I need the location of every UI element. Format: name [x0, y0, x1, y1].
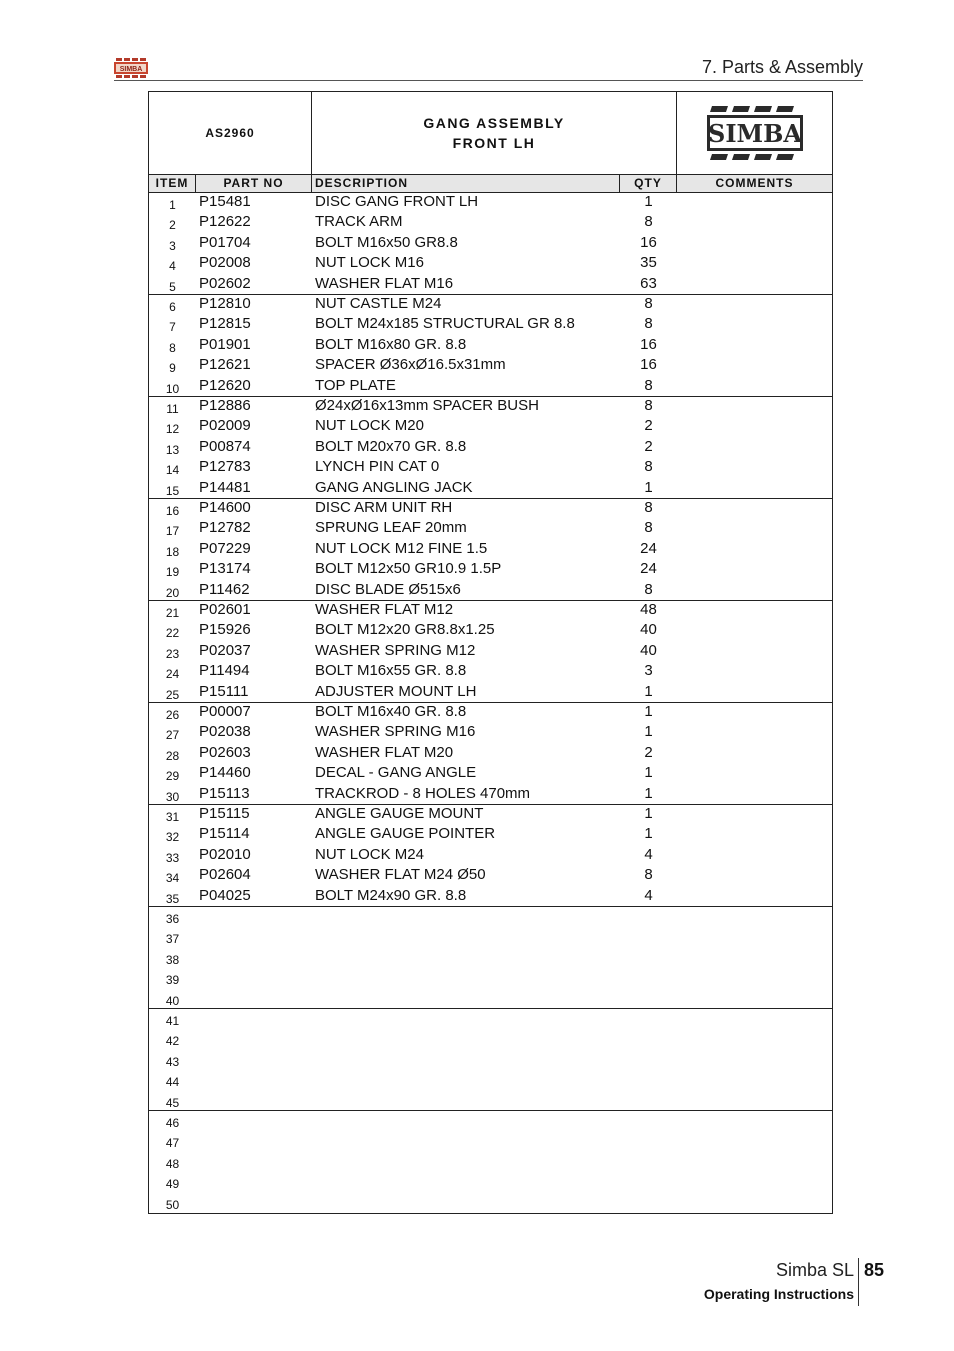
part-number: P12621 — [199, 356, 251, 374]
part-qty: 1 — [644, 723, 653, 741]
table-row — [149, 213, 832, 233]
part-description: DISC GANG FRONT LH — [315, 193, 479, 210]
row-group — [149, 1009, 832, 1111]
part-number: P01704 — [199, 233, 251, 251]
part-qty: 16 — [640, 335, 657, 353]
item-number: 19 — [165, 565, 180, 580]
table-row — [149, 581, 832, 601]
item-number: 21 — [165, 606, 180, 620]
part-description: DISC BLADE Ø515x6 — [315, 580, 461, 598]
table-row — [149, 825, 832, 845]
part-qty: 1 — [644, 825, 653, 843]
part-qty: 8 — [644, 499, 653, 516]
assembly-title — [312, 92, 677, 174]
page-footer — [690, 1258, 890, 1306]
item-number: 35 — [165, 891, 180, 906]
item-number: 1 — [169, 198, 176, 212]
part-qty: 8 — [644, 397, 653, 414]
item-number: 43 — [165, 1054, 180, 1069]
part-number: P14600 — [199, 499, 251, 516]
part-description: WASHER SPRING M12 — [315, 641, 476, 659]
item-number: 23 — [165, 646, 180, 661]
col-description: DESCRIPTION — [312, 175, 620, 192]
item-number: 9 — [169, 361, 176, 376]
part-number: P11494 — [199, 662, 250, 680]
part-description: BOLT M24x90 GR. 8.8 — [315, 886, 467, 904]
part-number: P02037 — [199, 641, 251, 659]
item-number: 20 — [165, 585, 180, 600]
part-qty: 8 — [644, 458, 653, 476]
part-qty: 1 — [644, 784, 653, 802]
part-qty: 2 — [644, 437, 653, 455]
part-qty: 8 — [644, 580, 653, 598]
item-number: 18 — [165, 544, 180, 559]
row-group — [149, 295, 832, 397]
item-number: 45 — [165, 1095, 180, 1110]
part-number: P12886 — [199, 397, 251, 414]
part-number: P14460 — [199, 764, 251, 782]
item-number: 46 — [165, 1116, 180, 1130]
part-number: P12620 — [199, 376, 251, 394]
header-logo — [114, 58, 148, 78]
title-block — [149, 92, 832, 174]
page-number: 85 — [864, 1260, 885, 1280]
item-number: 26 — [165, 708, 180, 722]
part-number: P13174 — [199, 560, 251, 578]
table-row — [149, 846, 832, 866]
part-description: BOLT M24x185 STRUCTURAL GR 8.8 — [315, 315, 575, 333]
part-qty: 16 — [640, 356, 657, 374]
col-comments: COMMENTS — [715, 176, 794, 190]
part-description: WASHER FLAT M24 Ø50 — [315, 866, 486, 884]
table-row — [149, 968, 832, 988]
footer-subtitle: Operating Instructions — [703, 1286, 854, 1302]
table-row — [149, 785, 832, 805]
item-number: 41 — [165, 1014, 180, 1028]
item-number: 10 — [165, 381, 180, 396]
item-number: 11 — [166, 402, 179, 416]
item-number: 49 — [165, 1177, 180, 1192]
part-number: P01901 — [199, 335, 251, 353]
footer-brand: Simba SL — [775, 1260, 854, 1280]
table-row — [149, 887, 832, 907]
item-number: 22 — [165, 626, 180, 641]
part-number: P02604 — [199, 866, 251, 884]
part-description: DISC ARM UNIT RH — [315, 499, 453, 516]
table-row — [149, 417, 832, 437]
table-row — [149, 560, 832, 580]
part-description: DECAL - GANG ANGLE — [315, 764, 477, 782]
part-description: BOLT M16x55 GR. 8.8 — [315, 662, 467, 680]
item-number: 50 — [165, 1197, 180, 1212]
part-description: SPACER Ø36xØ16.5x31mm — [315, 356, 506, 374]
item-number: 5 — [169, 279, 176, 294]
table-row — [149, 438, 832, 458]
part-qty: 24 — [640, 560, 657, 578]
part-number: P12782 — [199, 519, 251, 537]
item-number: 47 — [165, 1136, 180, 1151]
header-rule — [114, 80, 863, 81]
item-number: 25 — [165, 687, 180, 702]
part-number: P04025 — [199, 886, 251, 904]
table-row — [149, 805, 832, 825]
assembly-title-line1: GANG ASSEMBLY — [423, 115, 565, 131]
table-row — [149, 1091, 832, 1111]
part-qty: 8 — [644, 315, 653, 333]
item-number: 44 — [165, 1075, 180, 1090]
part-description: LYNCH PIN CAT 0 — [315, 458, 440, 476]
item-number: 29 — [165, 769, 180, 784]
table-row — [149, 193, 832, 213]
item-number: 7 — [169, 320, 176, 335]
assembly-title-line2: FRONT LH — [452, 135, 536, 151]
part-qty: 3 — [644, 662, 653, 680]
table-row — [149, 458, 832, 478]
table-row — [149, 397, 832, 417]
item-number: 15 — [165, 483, 180, 498]
footer-divider — [858, 1258, 859, 1306]
table-row — [149, 519, 832, 539]
part-description: NUT CASTLE M24 — [315, 295, 442, 312]
part-number: P07229 — [199, 539, 251, 557]
part-number: P00007 — [199, 703, 251, 720]
item-number: 36 — [165, 912, 180, 926]
part-description: ADJUSTER MOUNT LH — [315, 682, 477, 700]
item-number: 16 — [165, 504, 180, 518]
part-qty: 8 — [644, 295, 653, 312]
row-group — [149, 193, 832, 295]
part-description: TRACKROD - 8 HOLES 470mm — [315, 784, 531, 802]
part-qty: 24 — [640, 539, 657, 557]
part-number: P14481 — [199, 478, 251, 496]
row-group — [149, 397, 832, 499]
part-number: P12622 — [199, 213, 251, 231]
item-number: 38 — [165, 952, 180, 967]
part-number: P02010 — [199, 845, 251, 863]
section-title: 7. Parts & Assembly — [701, 57, 863, 77]
table-row — [149, 927, 832, 947]
table-row — [149, 275, 832, 295]
row-group — [149, 805, 832, 907]
table-row — [149, 234, 832, 254]
item-number: 33 — [165, 850, 180, 865]
item-number: 24 — [165, 667, 180, 682]
part-description: BOLT M20x70 GR. 8.8 — [315, 437, 467, 455]
table-row — [149, 601, 832, 621]
part-qty: 63 — [640, 274, 657, 292]
parts-table-body — [149, 193, 832, 1212]
part-number: P15926 — [199, 621, 251, 639]
simba-logo — [677, 92, 832, 174]
part-qty: 48 — [640, 601, 657, 618]
item-number: 31 — [165, 810, 180, 824]
row-group — [149, 907, 832, 1009]
table-row — [149, 642, 832, 662]
item-number: 40 — [165, 993, 180, 1008]
part-number: P15111 — [199, 682, 249, 700]
part-description: BOLT M16x80 GR. 8.8 — [315, 335, 467, 353]
part-number: P02601 — [199, 601, 251, 618]
table-row — [149, 315, 832, 335]
col-qty: QTY — [620, 175, 677, 192]
part-number: P02008 — [199, 254, 251, 272]
part-qty: 4 — [644, 845, 653, 863]
part-number: P12815 — [199, 315, 251, 333]
part-number: P15115 — [199, 805, 250, 822]
table-row — [149, 723, 832, 743]
table-row — [149, 1111, 832, 1131]
part-number: P11462 — [199, 580, 250, 598]
part-number: P00874 — [199, 437, 251, 455]
item-number: 14 — [165, 463, 180, 478]
part-number: P02602 — [199, 274, 251, 292]
part-qty: 2 — [644, 743, 653, 761]
assembly-code: AS2960 — [149, 92, 312, 174]
part-number: P15481 — [199, 193, 251, 210]
item-number: 37 — [165, 932, 180, 947]
item-number: 17 — [165, 524, 180, 539]
col-part-no: PART NO — [196, 175, 312, 192]
part-description: NUT LOCK M24 — [315, 845, 424, 863]
table-row — [149, 703, 832, 723]
table-row — [149, 621, 832, 641]
part-qty: 40 — [640, 641, 657, 659]
item-number: 32 — [165, 830, 180, 845]
table-row — [149, 1050, 832, 1070]
part-description: TRACK ARM — [315, 213, 403, 231]
part-qty: 1 — [644, 764, 653, 782]
table-row — [149, 989, 832, 1009]
part-qty: 16 — [640, 233, 657, 251]
table-row — [149, 377, 832, 397]
part-qty: 1 — [644, 703, 653, 720]
part-description: ANGLE GAUGE MOUNT — [315, 805, 484, 822]
parts-sheet — [148, 91, 833, 1214]
item-number: 27 — [165, 728, 180, 743]
part-description: BOLT M12x20 GR8.8x1.25 — [315, 621, 495, 639]
table-row — [149, 1172, 832, 1192]
part-description: BOLT M16x40 GR. 8.8 — [315, 703, 467, 720]
table-row — [149, 662, 832, 682]
part-description: WASHER FLAT M12 — [315, 601, 454, 618]
part-number: P15113 — [199, 784, 250, 802]
table-row — [149, 499, 832, 519]
table-row — [149, 866, 832, 886]
item-number: 13 — [165, 442, 180, 457]
part-description: ANGLE GAUGE POINTER — [315, 825, 496, 843]
col-item: ITEM — [149, 175, 196, 192]
part-qty: 8 — [644, 866, 653, 884]
table-row — [149, 540, 832, 560]
table-row — [149, 948, 832, 968]
part-qty: 8 — [644, 213, 653, 231]
item-number: 12 — [165, 422, 180, 437]
part-qty: 1 — [644, 193, 653, 210]
part-description: GANG ANGLING JACK — [315, 478, 473, 496]
part-description: WASHER FLAT M16 — [315, 274, 454, 292]
item-number: 39 — [165, 973, 180, 988]
item-number: 2 — [169, 218, 176, 233]
part-qty: 1 — [644, 478, 653, 496]
part-qty: 4 — [644, 886, 653, 904]
part-qty: 35 — [640, 254, 657, 272]
part-qty: 1 — [644, 805, 653, 822]
table-row — [149, 295, 832, 315]
part-description: SPRUNG LEAF 20mm — [315, 519, 467, 537]
part-number: P12810 — [199, 295, 251, 312]
item-number: 4 — [169, 259, 176, 274]
part-description: NUT LOCK M16 — [315, 254, 424, 272]
part-number: P12783 — [199, 458, 251, 476]
table-row — [149, 254, 832, 274]
part-description: TOP PLATE — [315, 376, 396, 394]
item-number: 8 — [169, 340, 176, 355]
item-number: 42 — [165, 1034, 180, 1049]
item-number: 30 — [165, 789, 180, 804]
row-group — [149, 703, 832, 805]
table-row — [149, 1131, 832, 1151]
table-row — [149, 479, 832, 499]
part-qty: 8 — [644, 519, 653, 537]
part-description: BOLT M12x50 GR10.9 1.5P — [315, 560, 502, 578]
table-row — [149, 356, 832, 376]
table-row — [149, 1070, 832, 1090]
table-row — [149, 1152, 832, 1172]
table-row — [149, 1193, 832, 1213]
part-description: NUT LOCK M12 FINE 1.5 — [315, 539, 488, 557]
row-group — [149, 1111, 832, 1212]
item-number: 3 — [169, 238, 176, 253]
item-number: 28 — [165, 748, 180, 763]
part-qty: 1 — [644, 682, 653, 700]
table-row — [149, 1009, 832, 1029]
part-description: WASHER FLAT M20 — [315, 743, 454, 761]
part-description: BOLT M16x50 GR8.8 — [315, 233, 458, 251]
part-number: P02009 — [199, 417, 251, 435]
table-row — [149, 683, 832, 703]
row-group — [149, 499, 832, 601]
svg-text:SIMBA: SIMBA — [707, 119, 802, 148]
table-row — [149, 744, 832, 764]
part-description: WASHER SPRING M16 — [315, 723, 476, 741]
item-number: 34 — [165, 871, 180, 886]
table-row — [149, 907, 832, 927]
table-row — [149, 764, 832, 784]
item-number: 6 — [169, 300, 176, 314]
column-header-row — [149, 174, 832, 193]
item-number: 48 — [165, 1156, 180, 1171]
part-number: P02038 — [199, 723, 251, 741]
part-number: P02603 — [199, 743, 251, 761]
part-description: NUT LOCK M20 — [315, 417, 424, 435]
part-qty: 8 — [644, 376, 653, 394]
svg-text:SIMBA: SIMBA — [119, 66, 143, 73]
table-row — [149, 336, 832, 356]
part-number: P15114 — [199, 825, 250, 843]
table-row — [149, 1029, 832, 1049]
part-description: Ø24xØ16x13mm SPACER BUSH — [315, 397, 539, 414]
part-qty: 40 — [640, 621, 657, 639]
row-group — [149, 601, 832, 703]
part-qty: 2 — [644, 417, 653, 435]
